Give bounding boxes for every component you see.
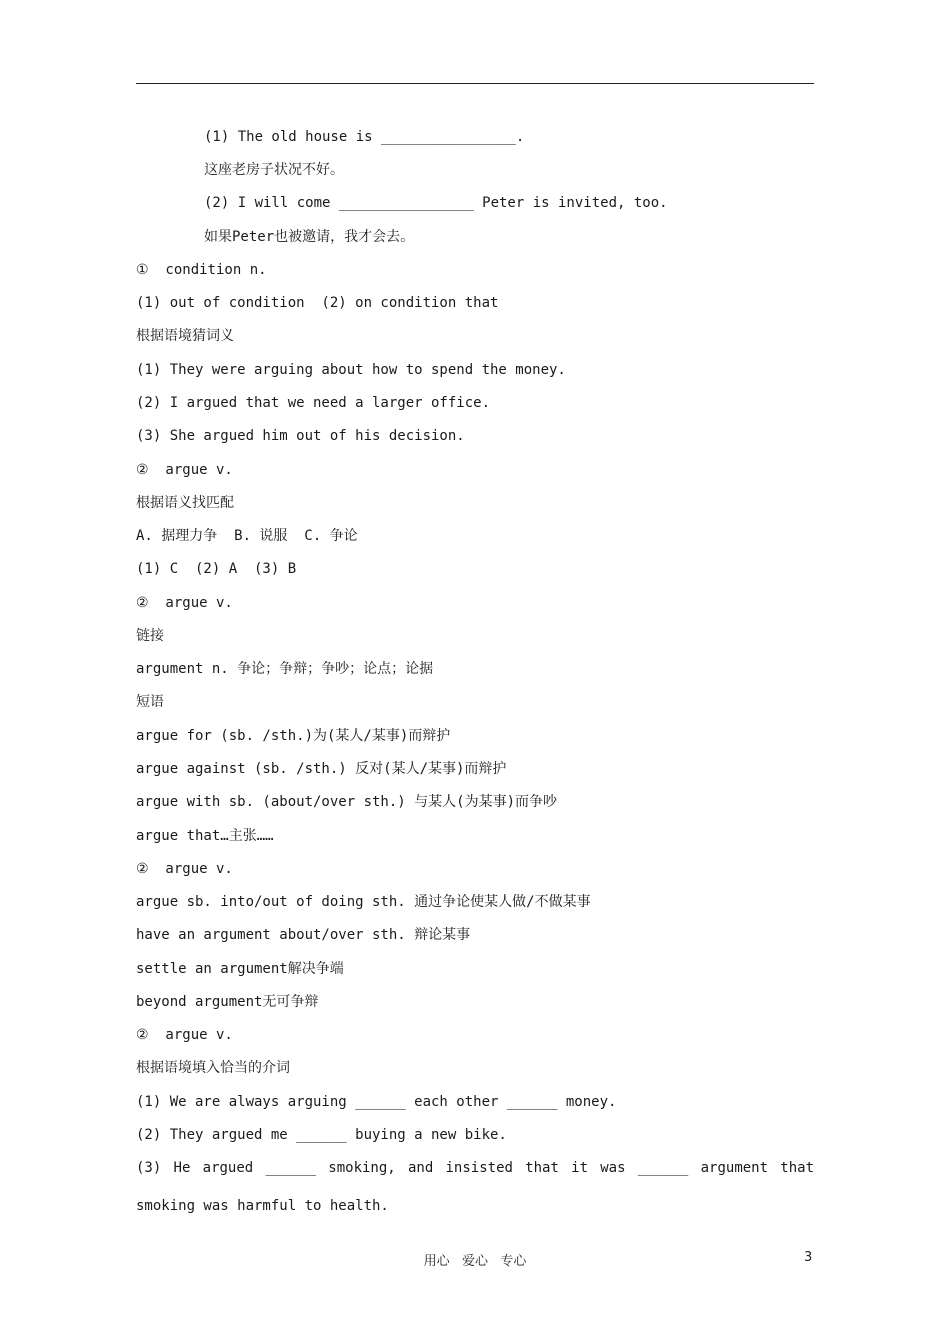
section-heading-condition: ① condition n. <box>136 262 267 278</box>
phrase-line: argue against (sb. /sth.) 反对(某人/某事)而辩护 <box>136 761 507 777</box>
translation-2: 如果Peter也被邀请，我才会去。 <box>204 229 415 245</box>
footer-motto: 用心 爱心 专心 <box>423 1254 527 1269</box>
phrase-line: have an argument about/over sth. 辩论某事 <box>136 927 471 943</box>
example-sentence-3: (3) She argued him out of his decision. <box>136 428 465 444</box>
phrase-line: beyond argument无可争辩 <box>136 994 319 1010</box>
definition-line: argument n. 争论；争辩；争吵；论点；论据 <box>136 661 434 677</box>
task-heading: 根据语义找匹配 <box>136 495 234 511</box>
phrase-line: argue with sb. (about/over sth.) 与某人(为某事)而争吵 <box>136 794 558 810</box>
link-heading: 链接 <box>136 628 164 644</box>
exercise-sentence: (2) They argued me ______ buying a new bike. <box>136 1127 507 1143</box>
exercise-sentence-2: (2) I will come ________________ Peter is invited, too. <box>204 195 668 211</box>
section-heading-argue: ② argue v. <box>136 462 233 478</box>
example-sentence-2: (2) I argued that we need a larger office. <box>136 395 491 411</box>
translation-1: 这座老房子状况不好。 <box>204 162 344 178</box>
exercise-sentence: (3) He argued ______ smoking, and insisted that it was ______ argument that <box>136 1160 814 1176</box>
section-heading-argue: ② argue v. <box>136 861 233 877</box>
exercise-sentence: (1) We are always arguing ______ each other ______ money. <box>136 1094 617 1110</box>
page-number: 3 <box>804 1250 813 1265</box>
phrase-line: settle an argument解决争端 <box>136 961 344 977</box>
section-heading-argue: ② argue v. <box>136 1027 233 1043</box>
header-rule <box>136 83 814 84</box>
phrase-line: argue sb. into/out of doing sth. 通过争论使某人做/不做某事 <box>136 894 591 910</box>
example-sentence-1: (1) They were arguing about how to spend the money. <box>136 362 566 378</box>
phrase-line: argue for (sb. /sth.)为(某人/某事)而辩护 <box>136 728 451 744</box>
phrases-heading: 短语 <box>136 694 164 710</box>
exercise-sentence-1: (1) The old house is ________________. <box>204 129 525 145</box>
answer-line: (1) out of condition (2) on condition that <box>136 295 499 311</box>
answer-line: (1) C (2) A (3) B <box>136 561 297 577</box>
task-heading: 根据语境猜词义 <box>136 328 234 344</box>
task-heading: 根据语境填入恰当的介词 <box>136 1060 290 1076</box>
section-heading-argue: ② argue v. <box>136 595 233 611</box>
exercise-sentence-continuation: smoking was harmful to health. <box>136 1198 389 1214</box>
options-line: A. 据理力争 B. 说服 C. 争论 <box>136 528 358 544</box>
phrase-line: argue that…主张…… <box>136 828 274 844</box>
